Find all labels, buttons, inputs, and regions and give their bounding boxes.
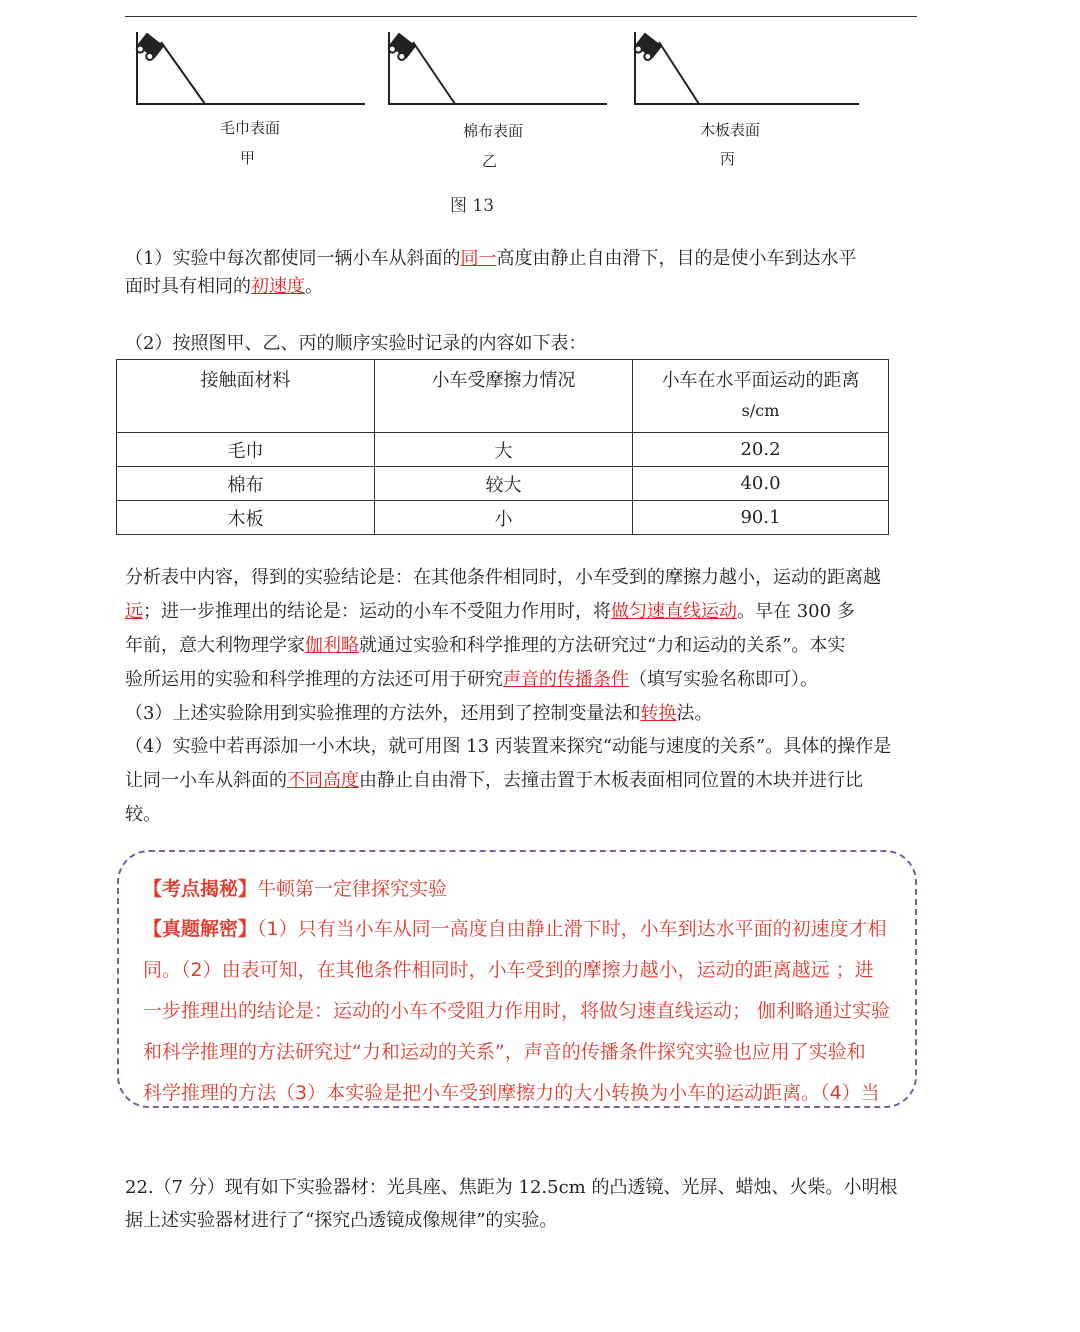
- analysis-text: 验所运用的实验和科学推理的方法还可用于研究: [125, 669, 503, 690]
- header-distance: 小车在水平面运动的距离: [661, 370, 860, 391]
- cart-icon: [135, 34, 163, 62]
- analysis-line-2: [125, 599, 855, 625]
- q3-text: （3）上述实验除用到实验推理的方法外，还用到了控制变量法和: [125, 703, 641, 724]
- q4-answer-different-heights: 不同高度: [287, 770, 359, 791]
- figure-label-yi: 乙: [482, 152, 498, 170]
- solution-line-5: 科学推理的方法（3）本实验是把小车受到摩擦力的大小转换为小车的运动距离。（4）当: [143, 1082, 880, 1104]
- q1-text: （1）实验中每次都使同一辆小车从斜面的: [125, 248, 461, 269]
- solution-line-1: [143, 916, 887, 942]
- table-cell: 木板: [117, 501, 375, 535]
- figure-caption: 图 13: [450, 196, 495, 216]
- analysis-line-4: [125, 667, 818, 693]
- ramp-diagram-yi: [387, 32, 607, 104]
- ramp-diagram-jia: [135, 32, 365, 104]
- table-cell: 40.0: [633, 467, 889, 501]
- analysis-text: 就通过实验和科学推理的方法研究过“力和运动的关系”。本实: [359, 635, 846, 656]
- table-cell: 棉布: [117, 467, 375, 501]
- q4-line-1: （4）实验中若再添加一小木块，就可用图 13 丙装置来探究“动能与速度的关系”。具体的操作是: [125, 736, 892, 757]
- q3-line: [125, 701, 712, 727]
- key-point-text: 牛顿第一定律探究实验: [257, 878, 448, 900]
- q3-text: 法。: [676, 703, 713, 724]
- q22-line-1: 22.（7 分）现有如下实验器材：光具座、焦距为 12.5cm 的凸透镜、光屏、蜡烛、火柴。小明根: [125, 1177, 898, 1198]
- table-row: [117, 467, 889, 501]
- cart-icon: [633, 34, 661, 62]
- table-row: [117, 433, 889, 467]
- q4-text: 由静止自由滑下，去撞击置于木板表面相同位置的木块并进行比: [359, 770, 863, 791]
- ramp-diagram-bing: [633, 32, 859, 104]
- q4-line-3: 较。: [125, 804, 161, 825]
- q22-line-2: 据上述实验器材进行了“探究凸透镜成像规律”的实验。: [125, 1210, 558, 1231]
- results-table: [116, 359, 889, 535]
- top-rule: [125, 16, 917, 17]
- q1-text: 。: [305, 276, 323, 297]
- q1-text: 高度由静止自由滑下，目的是使小车到达水平: [496, 248, 857, 269]
- table-cell: 20.2: [633, 433, 889, 467]
- table-row: [117, 501, 889, 535]
- solution-text: （1）只有当小车从同一高度自由静止滑下时，小车到达水平面的初速度才相: [257, 918, 887, 940]
- key-point-tag: 【考点揭秘】: [143, 878, 258, 900]
- analysis-text: 年前，意大利物理学家: [125, 635, 305, 656]
- figure-label-jia: 甲: [240, 149, 256, 167]
- table-header: 接触面材料: [117, 360, 375, 433]
- analysis-text: （填写实验名称即可）。: [629, 669, 818, 690]
- q4-line-2: [125, 768, 863, 794]
- q1-text: 面时具有相同的: [125, 276, 251, 297]
- answer-far: 远: [125, 601, 143, 622]
- table-cell: 小: [375, 501, 633, 535]
- q2-intro: （2）按照图甲、乙、丙的顺序实验时记录的内容如下表：: [125, 333, 587, 354]
- q1-answer-initial-speed: 初速度: [251, 276, 305, 297]
- solution-line-2: 同。（2）由表可知，在其他条件相同时，小车受到的摩擦力越小，运动的距离越远 ；进: [143, 959, 874, 981]
- answer-uniform-motion: 做匀速直线运动: [611, 601, 737, 622]
- solution-tag: 【真题解密】: [143, 918, 258, 940]
- table-header: [633, 360, 889, 433]
- analysis-line-1: 分析表中内容，得到的实验结论是：在其他条件相同时，小车受到的摩擦力越小，运动的距离越: [125, 567, 881, 588]
- q1-line-1: [125, 246, 856, 272]
- cart-icon: [387, 34, 415, 62]
- table-cell: 毛巾: [117, 433, 375, 467]
- q3-answer-conversion: 转换: [640, 703, 677, 724]
- figure-13-diagram: [125, 28, 925, 108]
- solution-line-4: 和科学推理的方法研究过“力和运动的关系”，声音的传播条件探究实验也应用了实验和: [143, 1041, 866, 1063]
- answer-galileo: 伽利略: [305, 635, 359, 656]
- explanation-box: [117, 850, 917, 1108]
- surface-label-towel: 毛巾表面: [220, 119, 281, 137]
- surface-label-wood: 木板表面: [700, 121, 761, 139]
- table-cell: 较大: [375, 467, 633, 501]
- q1-answer-same: 同一: [460, 248, 497, 269]
- analysis-text: ；进一步推理出的结论是：运动的小车不受阻力作用时，将: [143, 601, 611, 622]
- solution-line-3: 一步推理出的结论是：运动的小车不受阻力作用时，将做匀速直线运动； 伽利略通过实验: [143, 1000, 891, 1022]
- key-point-line: [143, 876, 447, 902]
- q4-text: 让同一小车从斜面的: [125, 770, 287, 791]
- header-unit: s/cm: [741, 401, 780, 420]
- q1-line-2: [125, 274, 323, 300]
- surface-label-cotton: 棉布表面: [463, 122, 524, 140]
- analysis-line-3: [125, 633, 845, 659]
- answer-sound-propagation: 声音的传播条件: [503, 669, 629, 690]
- table-header: 小车受摩擦力情况: [375, 360, 633, 433]
- figure-label-bing: 丙: [720, 150, 736, 168]
- table-cell: 90.1: [633, 501, 889, 535]
- analysis-text: 。早在 300 多: [737, 601, 855, 622]
- table-cell: 大: [375, 433, 633, 467]
